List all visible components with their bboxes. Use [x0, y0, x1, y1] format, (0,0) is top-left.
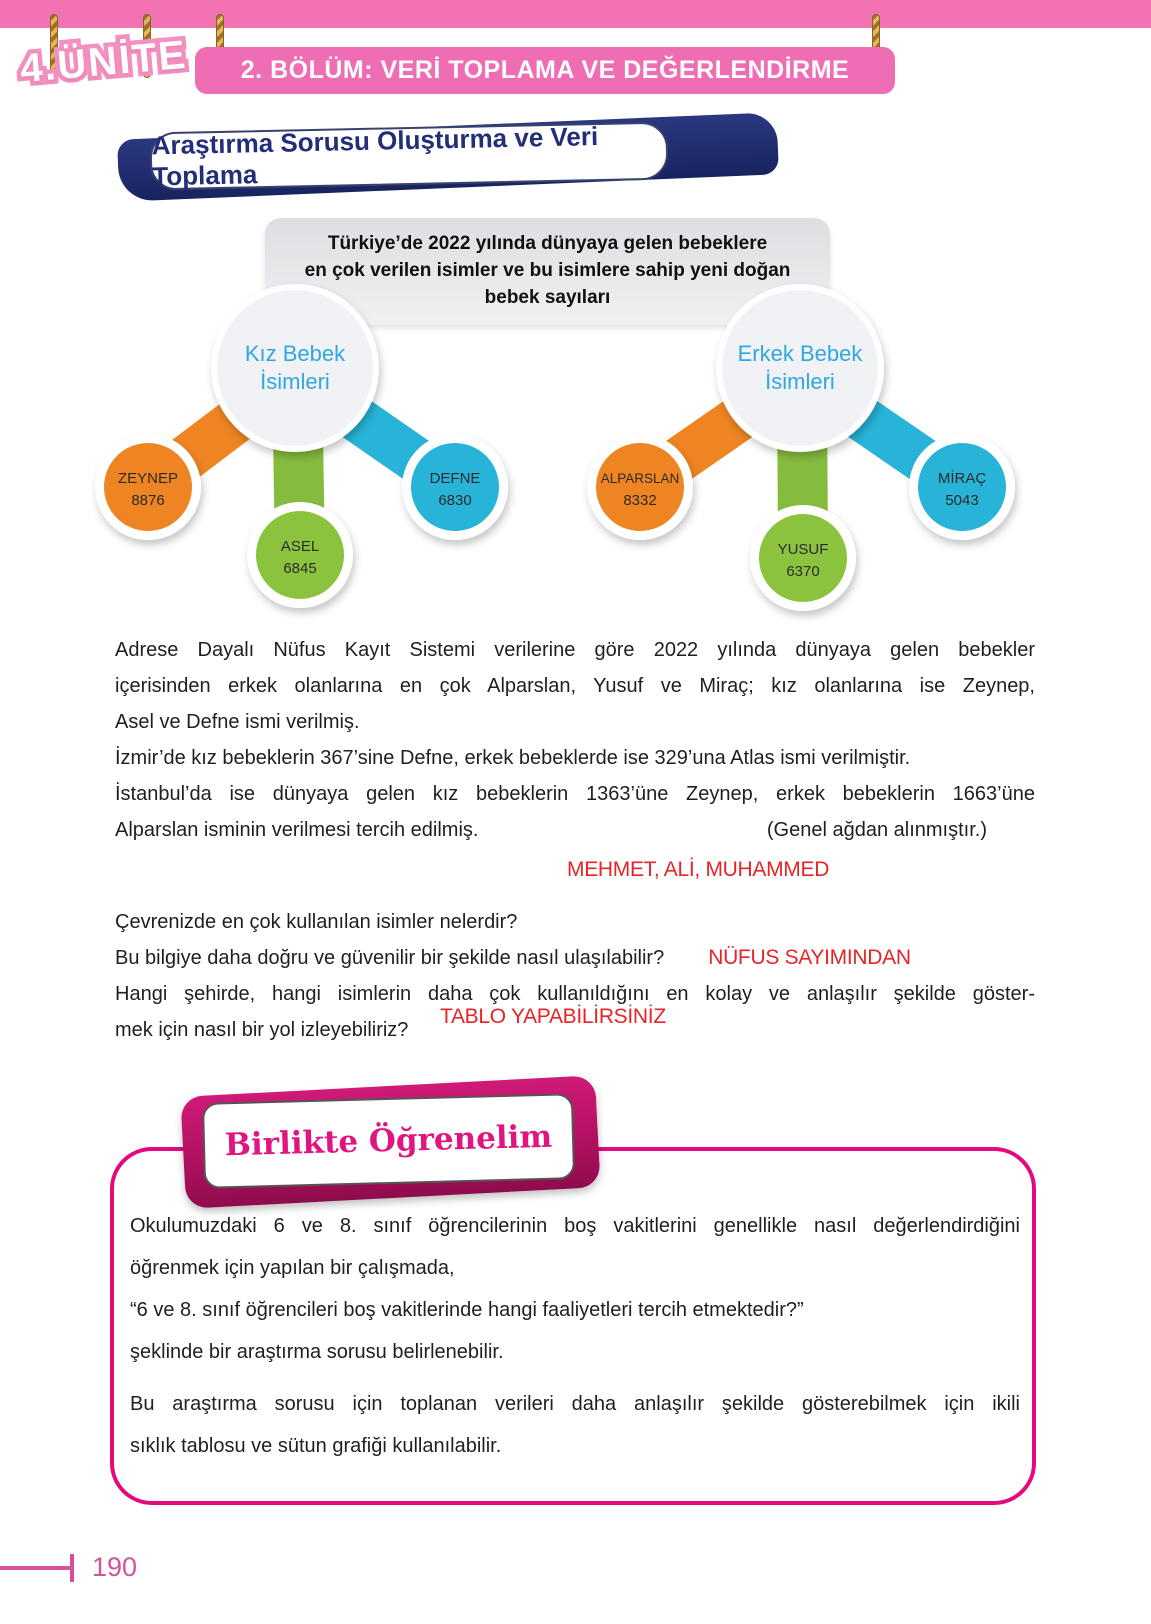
paragraph-line — [115, 812, 1035, 848]
paragraph-line: “6 ve 8. sınıf öğrencileri boş vakitlerinde hangi faaliyetleri tercih etmektedir?” — [130, 1299, 804, 1321]
learn-together-title: Birlikte Öğrenelim — [224, 1118, 553, 1164]
name-label: YUSUF — [777, 541, 829, 558]
name-count: 8332 — [623, 492, 657, 509]
footer-tick — [70, 1554, 74, 1582]
name-count: 6830 — [438, 492, 472, 509]
question-line: Çevrenizde en çok kullanılan isimler nelerdir? — [115, 911, 518, 933]
page-number: 190 — [92, 1552, 138, 1582]
main-circle — [722, 290, 878, 446]
chapter-banner: 2. BÖLÜM: VERİ TOPLAMA VE DEĞERLENDİRME — [195, 47, 895, 94]
paragraph-line: içerisinden erkek olanlarına en çok Alparslan, Yusuf ve Miraç; kız olanlarına ise Zeynep, — [115, 675, 1035, 697]
paragraph-line: sıklık tablosu ve sütun grafiği kullanılabilir. — [130, 1435, 502, 1457]
main-circle-label: Kız Bebek — [244, 341, 346, 366]
paragraph-line: şeklinde bir araştırma sorusu belirlenebilir. — [130, 1341, 504, 1363]
name-circle-asel — [256, 511, 344, 599]
diagram-title-line: bebek sayıları — [484, 287, 611, 308]
name-count: 8876 — [131, 492, 165, 509]
learn-together-ribbon — [183, 1086, 598, 1198]
handwritten-answer: MEHMET, ALİ, MUHAMMED — [567, 858, 830, 881]
girl-names-diagram — [85, 280, 525, 630]
section-title: Araştırma Sorusu Oluşturma ve Veri Toplama — [151, 121, 599, 192]
name-circle-alparslan — [596, 443, 684, 531]
name-label: MİRAÇ — [937, 470, 987, 487]
handwritten-answer: TABLO YAPABİLİRSİNİZ — [440, 1005, 666, 1028]
question-line — [115, 940, 1035, 976]
paragraph-line: Asel ve Defne ismi verilmiş. — [115, 711, 360, 733]
footer-line — [0, 1566, 72, 1570]
paragraph-line: Bu araştırma sorusu için toplanan verileri daha anlaşılır şekilde gösterebilmek için ikili — [130, 1393, 1020, 1415]
main-circle — [217, 290, 373, 446]
question-line — [115, 1005, 1035, 1048]
paragraph-line: İzmir’de kız bebeklerin 367’sine Defne, erkek bebeklerde ise 329’una Atlas ismi verilmiştir. — [115, 747, 911, 769]
paragraph-line: Okulumuzdaki 6 ve 8. sınıf öğrencilerinin boş vakitlerini genellikle nasıl değerlendirdiğini — [130, 1215, 1020, 1237]
source-note: (Genel ağdan alınmıştır.) — [766, 819, 987, 841]
question-line: Hangi şehirde, hangi isimlerin daha çok kullanıldığını en kolay ve anlaşılır şekilde göster- — [115, 983, 1035, 1005]
section-title-box — [149, 122, 668, 191]
question-text: Bu bilgiye daha doğru ve güvenilir bir şekilde nasıl ulaşılabilir? — [115, 947, 665, 969]
body-text — [115, 632, 1035, 1048]
ribbon-title-box — [202, 1093, 575, 1189]
top-pink-bar — [0, 0, 1151, 28]
name-count: 5043 — [945, 492, 979, 509]
unit-badge: 4.ÜNİTE — [18, 32, 189, 92]
name-circle-yusuf — [759, 514, 847, 602]
name-count: 6845 — [283, 560, 317, 577]
paragraph-line: öğrenmek için yapılan bir çalışmada, — [130, 1257, 455, 1279]
main-circle-label: Erkek Bebek — [737, 341, 863, 366]
name-label: ALPARSLAN — [600, 471, 680, 486]
handwritten-answer: NÜFUS SAYIMINDAN — [708, 946, 911, 969]
name-circle-zeynep — [104, 443, 192, 531]
question-text: mek için nasıl bir yol izleyebiliriz? — [115, 1019, 409, 1041]
diagram-title-line: Türkiye’de 2022 yılında dünyaya gelen bebeklere — [327, 233, 768, 254]
name-circle-mirac — [918, 443, 1006, 531]
name-circle-defne — [411, 443, 499, 531]
name-count: 6370 — [786, 563, 820, 580]
name-label: ASEL — [280, 538, 320, 555]
name-label: DEFNE — [429, 470, 481, 487]
boy-names-diagram — [580, 280, 1020, 630]
name-label: ZEYNEP — [117, 470, 179, 487]
main-circle-label: İsimleri — [260, 369, 330, 394]
diagram-title-line: en çok verilen isimler ve bu isimlere sahip yeni doğan — [304, 260, 791, 281]
learn-together-content — [130, 1205, 1020, 1467]
paragraph-line: Adrese Dayalı Nüfus Kayıt Sistemi verilerine göre 2022 yılında dünyaya gelen bebekler — [115, 639, 1035, 661]
paragraph-line: İstanbul’da ise dünyaya gelen kız bebeklerin 1363’üne Zeynep, erkek bebeklerin 1663’üne — [115, 783, 1035, 805]
main-circle-label: İsimleri — [765, 369, 835, 394]
paragraph-text: Alparslan isminin verilmesi tercih edilmiş. — [115, 819, 479, 841]
